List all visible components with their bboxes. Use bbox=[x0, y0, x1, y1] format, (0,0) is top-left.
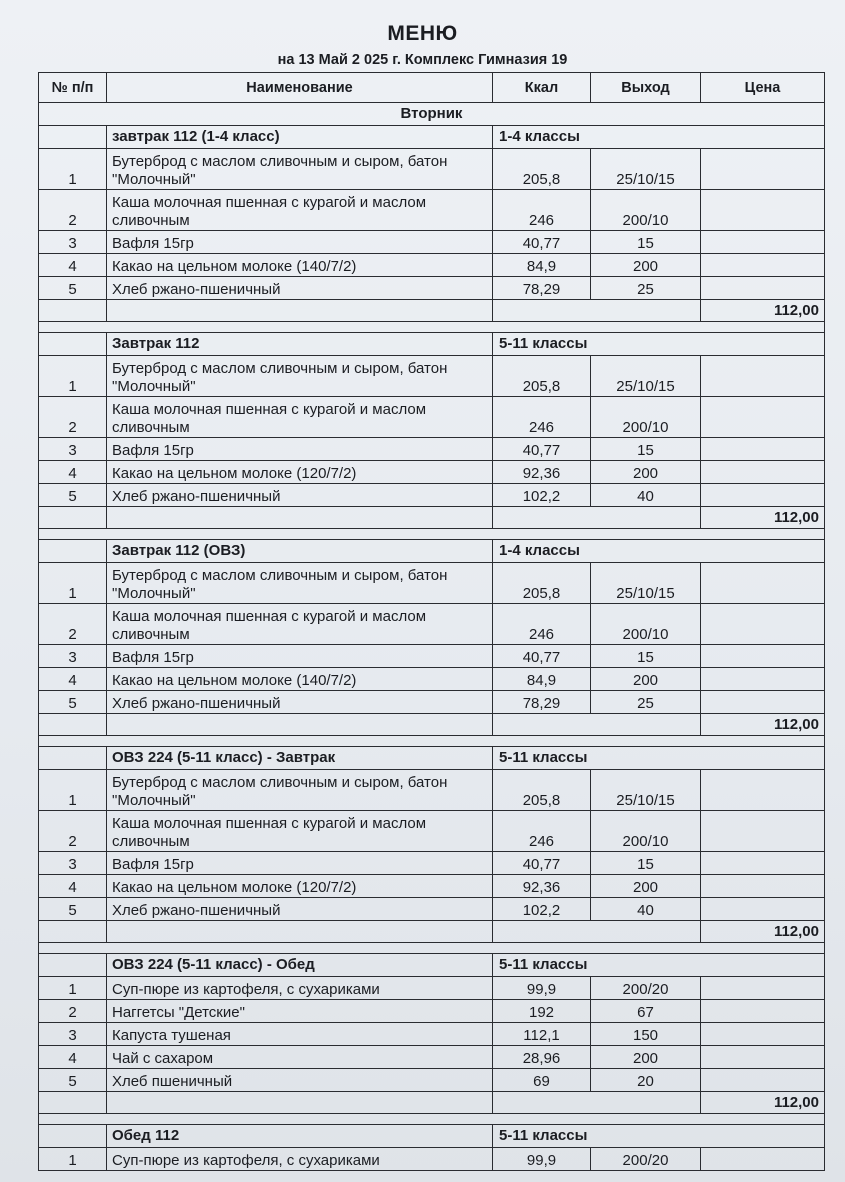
item-output: 25 bbox=[591, 277, 701, 300]
total-spacer bbox=[107, 921, 493, 943]
item-name: Хлеб ржано-пшеничный bbox=[107, 484, 493, 507]
item-name: Каша молочная пшенная с курагой и маслом сливочным bbox=[107, 190, 493, 231]
item-kcal: 99,9 bbox=[493, 977, 591, 1000]
group-classes: 1-4 классы bbox=[493, 540, 825, 563]
item-number: 5 bbox=[39, 691, 107, 714]
total-spacer bbox=[107, 714, 493, 736]
item-price bbox=[701, 811, 825, 852]
item-output: 40 bbox=[591, 484, 701, 507]
item-output: 200 bbox=[591, 1046, 701, 1069]
item-kcal: 78,29 bbox=[493, 277, 591, 300]
table-row bbox=[39, 1046, 825, 1069]
item-name: Какао на цельном молоке (120/7/2) bbox=[107, 461, 493, 484]
group-spacer bbox=[39, 333, 107, 356]
table-row bbox=[39, 149, 825, 190]
group-spacer bbox=[39, 954, 107, 977]
item-name: Каша молочная пшенная с курагой и маслом сливочным bbox=[107, 604, 493, 645]
group-separator-row bbox=[39, 943, 825, 954]
item-name: Каша молочная пшенная с курагой и маслом сливочным bbox=[107, 811, 493, 852]
table-row bbox=[39, 811, 825, 852]
item-number: 1 bbox=[39, 149, 107, 190]
item-name: Вафля 15гр bbox=[107, 852, 493, 875]
item-name: Бутерброд с маслом сливочным и сыром, батон "Молочный" bbox=[107, 149, 493, 190]
group-total-price: 112,00 bbox=[701, 921, 825, 943]
item-name: Суп-пюре из картофеля, с сухариками bbox=[107, 977, 493, 1000]
group-title: ОВЗ 224 (5-11 класс) - Завтрак bbox=[107, 747, 493, 770]
group-total-row bbox=[39, 714, 825, 736]
group-header-row bbox=[39, 1125, 825, 1148]
item-name: Капуста тушеная bbox=[107, 1023, 493, 1046]
item-price bbox=[701, 691, 825, 714]
item-number: 1 bbox=[39, 770, 107, 811]
item-kcal: 28,96 bbox=[493, 1046, 591, 1069]
group-spacer bbox=[39, 540, 107, 563]
item-output: 200/10 bbox=[591, 811, 701, 852]
table-row bbox=[39, 875, 825, 898]
item-name: Вафля 15гр bbox=[107, 438, 493, 461]
group-total-row bbox=[39, 300, 825, 322]
item-output: 200/10 bbox=[591, 604, 701, 645]
item-name: Бутерброд с маслом сливочным и сыром, батон "Молочный" bbox=[107, 770, 493, 811]
item-output: 15 bbox=[591, 852, 701, 875]
item-kcal: 205,8 bbox=[493, 356, 591, 397]
table-row bbox=[39, 668, 825, 691]
total-spacer bbox=[39, 1092, 107, 1114]
group-separator-row bbox=[39, 1114, 825, 1125]
item-price bbox=[701, 604, 825, 645]
item-name: Какао на цельном молоке (140/7/2) bbox=[107, 254, 493, 277]
item-number: 2 bbox=[39, 604, 107, 645]
item-kcal: 84,9 bbox=[493, 668, 591, 691]
item-price bbox=[701, 668, 825, 691]
item-number: 2 bbox=[39, 397, 107, 438]
item-kcal: 92,36 bbox=[493, 875, 591, 898]
group-total-price: 112,00 bbox=[701, 714, 825, 736]
item-output: 200/10 bbox=[591, 190, 701, 231]
table-row bbox=[39, 356, 825, 397]
item-kcal: 246 bbox=[493, 397, 591, 438]
item-output: 25/10/15 bbox=[591, 563, 701, 604]
table-row bbox=[39, 231, 825, 254]
group-separator-row bbox=[39, 322, 825, 333]
separator-cell bbox=[39, 943, 825, 954]
item-number: 1 bbox=[39, 356, 107, 397]
group-title: Завтрак 112 (ОВЗ) bbox=[107, 540, 493, 563]
table-row bbox=[39, 898, 825, 921]
total-spacer bbox=[493, 921, 701, 943]
item-name: Хлеб ржано-пшеничный bbox=[107, 898, 493, 921]
total-spacer bbox=[493, 1092, 701, 1114]
separator-cell bbox=[39, 529, 825, 540]
table-row bbox=[39, 484, 825, 507]
group-classes: 1-4 классы bbox=[493, 126, 825, 149]
col-header-name: Наименование bbox=[107, 73, 493, 103]
table-row bbox=[39, 1000, 825, 1023]
item-output: 67 bbox=[591, 1000, 701, 1023]
item-kcal: 40,77 bbox=[493, 438, 591, 461]
total-spacer bbox=[493, 714, 701, 736]
table-row bbox=[39, 397, 825, 438]
item-price bbox=[701, 397, 825, 438]
item-kcal: 40,77 bbox=[493, 645, 591, 668]
group-total-price: 112,00 bbox=[701, 1092, 825, 1114]
group-classes: 5-11 классы bbox=[493, 333, 825, 356]
item-number: 2 bbox=[39, 190, 107, 231]
item-number: 1 bbox=[39, 977, 107, 1000]
header-row bbox=[39, 73, 825, 103]
item-kcal: 246 bbox=[493, 604, 591, 645]
table-row bbox=[39, 852, 825, 875]
item-price bbox=[701, 149, 825, 190]
separator-cell bbox=[39, 1114, 825, 1125]
item-kcal: 102,2 bbox=[493, 898, 591, 921]
item-output: 40 bbox=[591, 898, 701, 921]
item-number: 3 bbox=[39, 852, 107, 875]
item-output: 15 bbox=[591, 231, 701, 254]
item-output: 200 bbox=[591, 875, 701, 898]
total-spacer bbox=[107, 1092, 493, 1114]
item-kcal: 246 bbox=[493, 811, 591, 852]
group-total-row bbox=[39, 1092, 825, 1114]
group-total-row bbox=[39, 921, 825, 943]
total-spacer bbox=[39, 714, 107, 736]
item-output: 15 bbox=[591, 645, 701, 668]
total-spacer bbox=[493, 300, 701, 322]
table-row bbox=[39, 461, 825, 484]
item-kcal: 69 bbox=[493, 1069, 591, 1092]
group-header-row bbox=[39, 747, 825, 770]
group-classes: 5-11 классы bbox=[493, 1125, 825, 1148]
col-header-price: Цена bbox=[701, 73, 825, 103]
separator-cell bbox=[39, 736, 825, 747]
item-price bbox=[701, 484, 825, 507]
item-output: 15 bbox=[591, 438, 701, 461]
item-number: 4 bbox=[39, 668, 107, 691]
item-kcal: 192 bbox=[493, 1000, 591, 1023]
item-number: 3 bbox=[39, 645, 107, 668]
item-output: 150 bbox=[591, 1023, 701, 1046]
item-output: 25/10/15 bbox=[591, 149, 701, 190]
item-number: 5 bbox=[39, 484, 107, 507]
item-number: 2 bbox=[39, 811, 107, 852]
table-row bbox=[39, 1148, 825, 1171]
item-name: Какао на цельном молоке (120/7/2) bbox=[107, 875, 493, 898]
item-price bbox=[701, 852, 825, 875]
item-name: Чай с сахаром bbox=[107, 1046, 493, 1069]
item-output: 25/10/15 bbox=[591, 356, 701, 397]
item-price bbox=[701, 461, 825, 484]
group-total-price: 112,00 bbox=[701, 300, 825, 322]
item-price bbox=[701, 190, 825, 231]
table-row bbox=[39, 1069, 825, 1092]
item-output: 200/10 bbox=[591, 397, 701, 438]
table-row bbox=[39, 1023, 825, 1046]
group-separator-row bbox=[39, 736, 825, 747]
group-spacer bbox=[39, 126, 107, 149]
item-price bbox=[701, 977, 825, 1000]
item-kcal: 84,9 bbox=[493, 254, 591, 277]
item-price bbox=[701, 438, 825, 461]
group-header-row bbox=[39, 126, 825, 149]
item-output: 200/20 bbox=[591, 1148, 701, 1171]
item-number: 1 bbox=[39, 1148, 107, 1171]
day-label: Вторник bbox=[39, 103, 825, 126]
item-number: 3 bbox=[39, 1023, 107, 1046]
total-spacer bbox=[493, 507, 701, 529]
group-separator-row bbox=[39, 529, 825, 540]
item-number: 4 bbox=[39, 461, 107, 484]
item-kcal: 78,29 bbox=[493, 691, 591, 714]
item-price bbox=[701, 563, 825, 604]
item-price bbox=[701, 277, 825, 300]
item-output: 200 bbox=[591, 254, 701, 277]
col-header-num: № п/п bbox=[39, 73, 107, 103]
item-kcal: 112,1 bbox=[493, 1023, 591, 1046]
group-total-price: 112,00 bbox=[701, 507, 825, 529]
group-title: Обед 112 bbox=[107, 1125, 493, 1148]
item-kcal: 92,36 bbox=[493, 461, 591, 484]
group-title: завтрак 112 (1-4 класс) bbox=[107, 126, 493, 149]
item-name: Бутерброд с маслом сливочным и сыром, батон "Молочный" bbox=[107, 563, 493, 604]
total-spacer bbox=[39, 507, 107, 529]
item-number: 3 bbox=[39, 438, 107, 461]
group-classes: 5-11 классы bbox=[493, 747, 825, 770]
menu-body bbox=[39, 103, 825, 1171]
menu-table bbox=[38, 72, 825, 1171]
item-name: Какао на цельном молоке (140/7/2) bbox=[107, 668, 493, 691]
item-kcal: 102,2 bbox=[493, 484, 591, 507]
col-header-output: Выход bbox=[591, 73, 701, 103]
total-spacer bbox=[39, 921, 107, 943]
item-price bbox=[701, 645, 825, 668]
group-title: ОВЗ 224 (5-11 класс) - Обед bbox=[107, 954, 493, 977]
group-header-row bbox=[39, 540, 825, 563]
page-title: МЕНЮ bbox=[387, 22, 458, 45]
item-kcal: 205,8 bbox=[493, 770, 591, 811]
table-row bbox=[39, 563, 825, 604]
item-price bbox=[701, 1069, 825, 1092]
item-number: 4 bbox=[39, 254, 107, 277]
table-row bbox=[39, 604, 825, 645]
table-row bbox=[39, 645, 825, 668]
table-row bbox=[39, 770, 825, 811]
item-kcal: 40,77 bbox=[493, 852, 591, 875]
item-price bbox=[701, 1000, 825, 1023]
item-output: 200 bbox=[591, 668, 701, 691]
total-spacer bbox=[107, 507, 493, 529]
item-number: 2 bbox=[39, 1000, 107, 1023]
day-row bbox=[39, 103, 825, 126]
item-price bbox=[701, 356, 825, 397]
item-number: 1 bbox=[39, 563, 107, 604]
item-kcal: 205,8 bbox=[493, 563, 591, 604]
item-name: Хлеб ржано-пшеничный bbox=[107, 277, 493, 300]
item-price bbox=[701, 1023, 825, 1046]
separator-cell bbox=[39, 322, 825, 333]
item-name: Хлеб пшеничный bbox=[107, 1069, 493, 1092]
item-output: 200/20 bbox=[591, 977, 701, 1000]
item-number: 5 bbox=[39, 277, 107, 300]
table-row bbox=[39, 691, 825, 714]
item-price bbox=[701, 254, 825, 277]
table-row bbox=[39, 190, 825, 231]
total-spacer bbox=[107, 300, 493, 322]
item-price bbox=[701, 898, 825, 921]
group-header-row bbox=[39, 333, 825, 356]
item-name: Вафля 15гр bbox=[107, 645, 493, 668]
total-spacer bbox=[39, 300, 107, 322]
item-price bbox=[701, 875, 825, 898]
item-name: Наггетсы "Детские" bbox=[107, 1000, 493, 1023]
item-output: 25 bbox=[591, 691, 701, 714]
item-kcal: 40,77 bbox=[493, 231, 591, 254]
item-number: 5 bbox=[39, 1069, 107, 1092]
item-output: 200 bbox=[591, 461, 701, 484]
col-header-kcal: Ккал bbox=[493, 73, 591, 103]
item-kcal: 205,8 bbox=[493, 149, 591, 190]
item-name: Каша молочная пшенная с курагой и маслом сливочным bbox=[107, 397, 493, 438]
item-price bbox=[701, 770, 825, 811]
item-number: 5 bbox=[39, 898, 107, 921]
item-number: 4 bbox=[39, 1046, 107, 1069]
group-spacer bbox=[39, 1125, 107, 1148]
table-row bbox=[39, 977, 825, 1000]
item-number: 4 bbox=[39, 875, 107, 898]
item-output: 20 bbox=[591, 1069, 701, 1092]
item-kcal: 99,9 bbox=[493, 1148, 591, 1171]
table-row bbox=[39, 277, 825, 300]
item-price bbox=[701, 1046, 825, 1069]
table-row bbox=[39, 438, 825, 461]
group-classes: 5-11 классы bbox=[493, 954, 825, 977]
group-title: Завтрак 112 bbox=[107, 333, 493, 356]
item-kcal: 246 bbox=[493, 190, 591, 231]
page-subtitle: на 13 Май 2 025 г. Комплекс Гимназия 19 bbox=[277, 52, 568, 68]
item-name: Вафля 15гр bbox=[107, 231, 493, 254]
item-name: Суп-пюре из картофеля, с сухариками bbox=[107, 1148, 493, 1171]
group-total-row bbox=[39, 507, 825, 529]
table-row bbox=[39, 254, 825, 277]
item-price bbox=[701, 1148, 825, 1171]
item-number: 3 bbox=[39, 231, 107, 254]
item-name: Бутерброд с маслом сливочным и сыром, батон "Молочный" bbox=[107, 356, 493, 397]
item-output: 25/10/15 bbox=[591, 770, 701, 811]
group-header-row bbox=[39, 954, 825, 977]
item-price bbox=[701, 231, 825, 254]
group-spacer bbox=[39, 747, 107, 770]
item-name: Хлеб ржано-пшеничный bbox=[107, 691, 493, 714]
